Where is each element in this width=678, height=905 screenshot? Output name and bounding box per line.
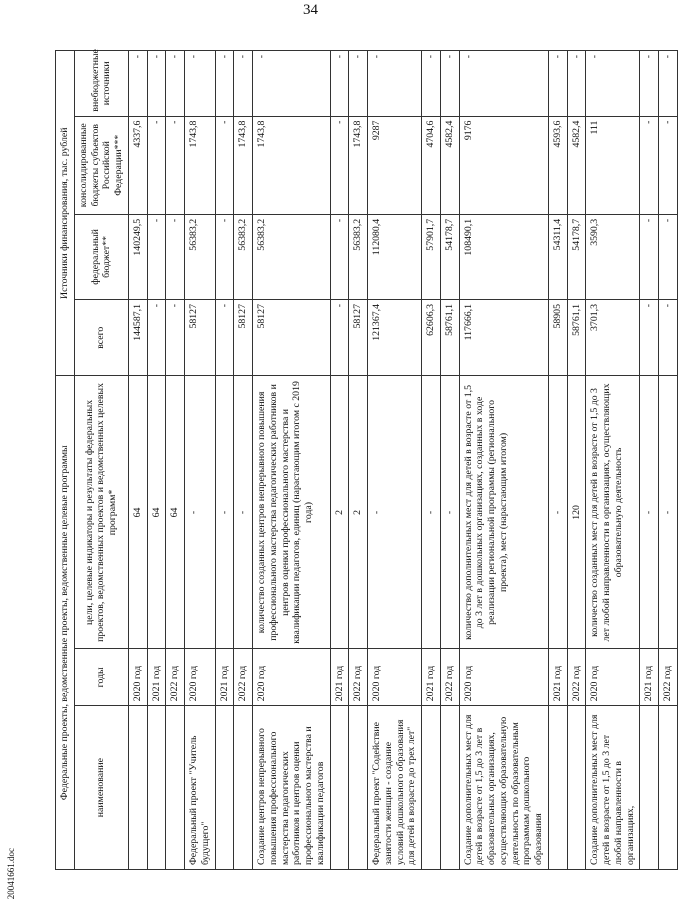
header-years: годы [74, 649, 128, 706]
row-year: 2021 год [215, 649, 234, 706]
row-regional: - [330, 116, 349, 214]
row-federal: 54311,4 [548, 214, 567, 299]
row-indicator: 64 [166, 376, 185, 649]
row-name: Создание дополнительных мест для детей в возрасте от 1,5 до 3 лет любой направленности в организациях, [586, 706, 640, 870]
row-name [215, 706, 234, 870]
row-name [659, 706, 678, 870]
row-total: - [166, 300, 185, 376]
row-total: 144587,1 [128, 300, 147, 376]
row-regional: 4704,6 [422, 116, 441, 214]
row-federal: 54178,7 [440, 214, 459, 299]
row-extra: - [349, 51, 368, 117]
row-regional: 9287 [368, 116, 422, 214]
row-name [349, 706, 368, 870]
row-federal: - [640, 214, 659, 299]
row-indicator: 64 [128, 376, 147, 649]
rotated-table-sheet [55, 49, 673, 870]
table-row [422, 51, 441, 870]
row-name: Федеральный проект "Учитель будущего" [185, 706, 216, 870]
header-federal-budget: федеральный бюджет** [74, 214, 128, 299]
row-indicator: количество дополнительных мест для детей в возрасте от 1,5 до 3 лет в дошкольных организациях, созданных в ходе реализации региональной программы (регионального проекта), мест (нарастающим итогом) [459, 376, 548, 649]
row-extra: - [253, 51, 331, 117]
row-name: Федеральный проект "Содействие занятости женщин - создание условий дошкольного образования для детей в возрасте до трех лет" [368, 706, 422, 870]
table-row [234, 51, 253, 870]
row-name [422, 706, 441, 870]
header-regional-budget: консолидированные бюджеты субъектов Российской Федерации*** [74, 116, 128, 214]
row-extra: - [368, 51, 422, 117]
row-indicator: - [368, 376, 422, 649]
header-projects-group: Федеральные проекты, ведомственные проекты, ведомственные целевые программы [56, 376, 75, 870]
row-regional: - [215, 116, 234, 214]
row-federal: 54178,7 [567, 214, 586, 299]
row-federal: 56383,2 [349, 214, 368, 299]
table-row [368, 51, 422, 870]
row-indicator: 2 [330, 376, 349, 649]
table-row [459, 51, 548, 870]
row-year: 2020 год [185, 649, 216, 706]
row-regional: 1743,8 [185, 116, 216, 214]
row-regional: 4582,4 [567, 116, 586, 214]
row-federal: 56383,2 [185, 214, 216, 299]
row-extra: - [147, 51, 166, 117]
table-row [659, 51, 678, 870]
row-total: 121367,4 [368, 300, 422, 376]
row-extra: - [586, 51, 640, 117]
row-total: 58127 [234, 300, 253, 376]
row-year: 2021 год [147, 649, 166, 706]
row-indicator: - [422, 376, 441, 649]
header-total: всего [74, 300, 128, 376]
row-extra: - [185, 51, 216, 117]
table-row [147, 51, 166, 870]
header-extrabudgetary: внебюджетные источники [74, 51, 128, 117]
row-extra: - [659, 51, 678, 117]
row-federal: - [215, 214, 234, 299]
row-year: 2022 год [349, 649, 368, 706]
table-row [330, 51, 349, 870]
row-indicator: 64 [147, 376, 166, 649]
row-federal: 3590,3 [586, 214, 640, 299]
table-row [349, 51, 368, 870]
row-name [330, 706, 349, 870]
row-regional: - [147, 116, 166, 214]
row-name [128, 706, 147, 870]
row-total: - [640, 300, 659, 376]
row-indicator: - [185, 376, 216, 649]
row-extra: - [330, 51, 349, 117]
table-body [128, 51, 677, 870]
header-goals: цели, целевые индикаторы и результаты федеральных проектов, ведомственных проектов и ведомственных целевых программ* [74, 376, 128, 649]
table-row [166, 51, 185, 870]
row-indicator: - [215, 376, 234, 649]
row-total: 58127 [349, 300, 368, 376]
row-total: 58905 [548, 300, 567, 376]
row-name: Создание центров непрерывного повышения профессионального мастерства педагогических работников и центров оценки профессионального мастерства и квалификации педагогов [253, 706, 331, 870]
row-extra: - [128, 51, 147, 117]
row-regional: 4337,6 [128, 116, 147, 214]
row-name [640, 706, 659, 870]
row-federal: 57901,7 [422, 214, 441, 299]
row-name: Создание дополнительных мест для детей в возрасте от 1,5 до 3 лет в образовательных организациях, осуществляющих образовательную деятельность по образовательным программам дошкольного образования [459, 706, 548, 870]
header-financing-group: Источники финансирования, тыс. рублей [56, 51, 75, 376]
row-total: 117666,1 [459, 300, 548, 376]
row-year: 2022 год [234, 649, 253, 706]
row-extra: - [440, 51, 459, 117]
row-year: 2020 год [586, 649, 640, 706]
row-total: 58761,1 [440, 300, 459, 376]
row-regional: 1743,8 [234, 116, 253, 214]
row-indicator: количество созданных центров непрерывного повышения профессионального мастерства педагогических работников и центров оценки профессионального мастерства и квалификации педагогов, единиц (нарастающим итогом с 2019 года) [253, 376, 331, 649]
row-regional: 4593,6 [548, 116, 567, 214]
row-year: 2022 год [440, 649, 459, 706]
table-row [128, 51, 147, 870]
row-indicator: - [548, 376, 567, 649]
row-extra: - [459, 51, 548, 117]
row-name [234, 706, 253, 870]
row-regional: - [166, 116, 185, 214]
table-row [440, 51, 459, 870]
footer-filename: 20041661.doc [6, 847, 16, 899]
row-total: - [330, 300, 349, 376]
row-year: 2021 год [640, 649, 659, 706]
row-regional: - [640, 116, 659, 214]
row-federal: - [166, 214, 185, 299]
row-federal: 112080,4 [368, 214, 422, 299]
row-federal: 56383,2 [234, 214, 253, 299]
row-regional: - [659, 116, 678, 214]
row-total: 3701,3 [586, 300, 640, 376]
table-row [185, 51, 216, 870]
row-regional: 1743,8 [253, 116, 331, 214]
row-regional: 4582,4 [440, 116, 459, 214]
row-federal: - [330, 214, 349, 299]
row-total: - [215, 300, 234, 376]
row-indicator: 120 [567, 376, 586, 649]
row-total: 58761,1 [567, 300, 586, 376]
row-year: 2020 год [128, 649, 147, 706]
row-total: 62606,3 [422, 300, 441, 376]
row-year: 2021 год [330, 649, 349, 706]
row-indicator: - [440, 376, 459, 649]
row-regional: 9176 [459, 116, 548, 214]
row-total: - [147, 300, 166, 376]
row-indicator: - [640, 376, 659, 649]
table-row [548, 51, 567, 870]
table-row [640, 51, 659, 870]
row-name [166, 706, 185, 870]
row-name [440, 706, 459, 870]
row-indicator: - [234, 376, 253, 649]
row-year: 2022 год [659, 649, 678, 706]
header-name: наименование [74, 706, 128, 870]
row-federal: 108490,1 [459, 214, 548, 299]
row-total: - [659, 300, 678, 376]
row-indicator: - [659, 376, 678, 649]
page-number: 34 [303, 2, 318, 18]
row-total: 58127 [253, 300, 331, 376]
row-year: 2020 год [253, 649, 331, 706]
row-year: 2021 год [422, 649, 441, 706]
row-extra: - [234, 51, 253, 117]
row-total: 58127 [185, 300, 216, 376]
row-indicator: количество созданных мест для детей в возрасте от 1,5 до 3 лет любой направленности в организациях, осуществляющих образовательную деятельность [586, 376, 640, 649]
row-federal: - [659, 214, 678, 299]
row-federal: 140249,5 [128, 214, 147, 299]
financing-table [55, 50, 678, 870]
table-row [215, 51, 234, 870]
row-regional: 111 [586, 116, 640, 214]
row-year: 2022 год [567, 649, 586, 706]
row-indicator: 2 [349, 376, 368, 649]
row-extra: - [548, 51, 567, 117]
table-row [253, 51, 331, 870]
row-name [567, 706, 586, 870]
row-extra: - [215, 51, 234, 117]
row-year: 2021 год [548, 649, 567, 706]
table-row [586, 51, 640, 870]
row-federal: 56383,2 [253, 214, 331, 299]
table-row [567, 51, 586, 870]
row-extra: - [422, 51, 441, 117]
row-extra: - [166, 51, 185, 117]
row-extra: - [567, 51, 586, 117]
row-year: 2020 год [368, 649, 422, 706]
row-regional: 1743,8 [349, 116, 368, 214]
row-extra: - [640, 51, 659, 117]
row-year: 2020 год [459, 649, 548, 706]
row-name [548, 706, 567, 870]
row-year: 2022 год [166, 649, 185, 706]
row-federal: - [147, 214, 166, 299]
row-name [147, 706, 166, 870]
